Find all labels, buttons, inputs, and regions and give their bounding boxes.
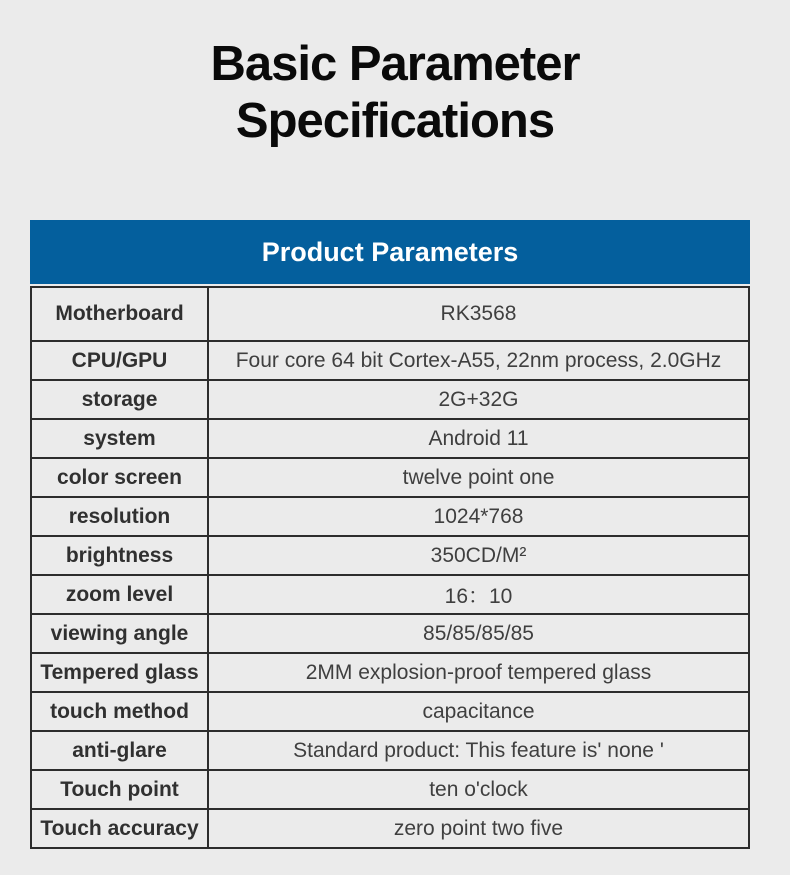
table-row (31, 497, 749, 536)
table-row (31, 809, 749, 848)
spec-value: RK3568 (208, 287, 749, 341)
spec-panel (30, 220, 750, 849)
spec-value: zero point two five (208, 809, 749, 848)
spec-value: twelve point one (208, 458, 749, 497)
spec-value: Four core 64 bit Cortex-A55, 22nm process, 2.0GHz (208, 341, 749, 380)
spec-label: zoom level (31, 575, 208, 614)
spec-label: touch method (31, 692, 208, 731)
spec-label: anti-glare (31, 731, 208, 770)
table-row (31, 575, 749, 614)
spec-label: Motherboard (31, 287, 208, 341)
spec-label: viewing angle (31, 614, 208, 653)
table-header: Product Parameters (30, 220, 750, 284)
spec-label: storage (31, 380, 208, 419)
table-row (31, 458, 749, 497)
page (0, 36, 790, 875)
spec-value: ten o'clock (208, 770, 749, 809)
spec-table (30, 286, 750, 849)
spec-value: 16：10 (208, 575, 749, 614)
table-row (31, 536, 749, 575)
spec-label: Touch accuracy (31, 809, 208, 848)
table-row (31, 614, 749, 653)
spec-value: Android 11 (208, 419, 749, 458)
spec-value: 85/85/85/85 (208, 614, 749, 653)
spec-label: CPU/GPU (31, 341, 208, 380)
page-title-line2: Specifications (235, 94, 555, 148)
spec-label: system (31, 419, 208, 458)
table-row (31, 731, 749, 770)
page-title-line1: Basic Parameter (210, 37, 580, 91)
table-row (31, 380, 749, 419)
spec-table-body (31, 287, 749, 848)
spec-label: color screen (31, 458, 208, 497)
spec-value: 2MM explosion-proof tempered glass (208, 653, 749, 692)
spec-label: brightness (31, 536, 208, 575)
table-row (31, 653, 749, 692)
table-row (31, 287, 749, 341)
spec-value: capacitance (208, 692, 749, 731)
table-row (31, 692, 749, 731)
table-row (31, 341, 749, 380)
spec-label: resolution (31, 497, 208, 536)
spec-value: Standard product: This feature is' none ' (208, 731, 749, 770)
spec-value: 1024*768 (208, 497, 749, 536)
table-row (31, 419, 749, 458)
spec-value: 2G+32G (208, 380, 749, 419)
page-title (0, 36, 790, 150)
spec-label: Touch point (31, 770, 208, 809)
table-row (31, 770, 749, 809)
spec-label: Tempered glass (31, 653, 208, 692)
spec-value: 350CD/M² (208, 536, 749, 575)
